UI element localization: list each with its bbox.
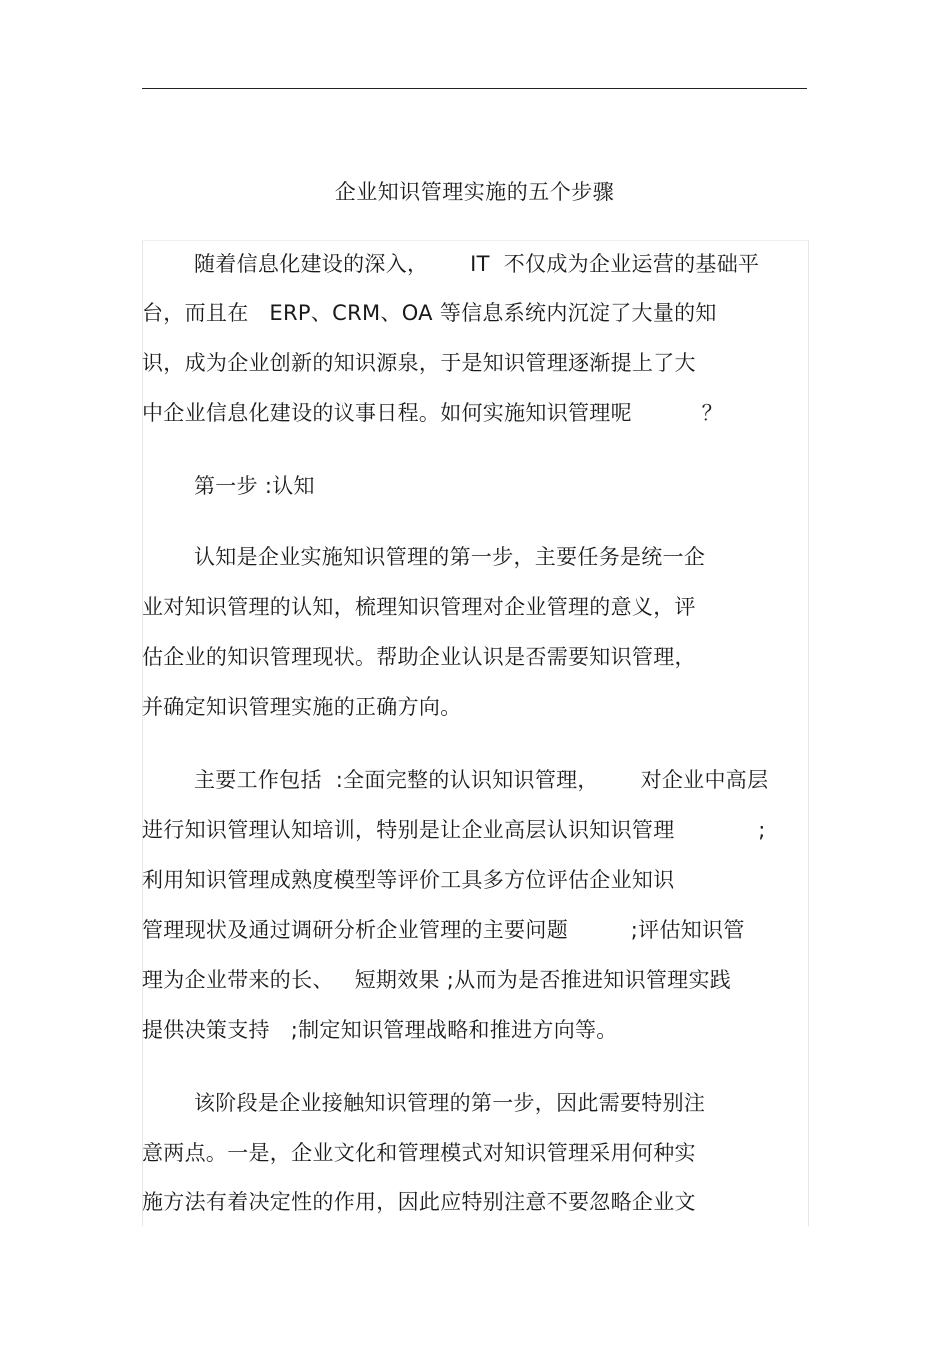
paragraph-line: 管理现状及通过调研分析企业管理的主要问题 ;评估知识管 (142, 918, 745, 942)
section-heading: 第一步 :认知 (194, 474, 315, 498)
content-frame (142, 240, 809, 1226)
paragraph-line: 认知是企业实施知识管理的第一步，主要任务是统一企 (194, 545, 706, 569)
paragraph-line: 识，成为企业创新的知识源泉，于是知识管理逐渐提上了大 (142, 351, 696, 375)
paragraph-line: 该阶段是企业接触知识管理的第一步，因此需要特别注 (194, 1091, 706, 1115)
header-rule (142, 88, 807, 89)
paragraph-line: 提供决策支持 ;制定知识管理战略和推进方向等。 (142, 1018, 618, 1042)
paragraph-line: 意两点。一是，企业文化和管理模式对知识管理采用何种实 (142, 1141, 696, 1165)
paragraph-line: 估企业的知识管理现状。帮助企业认识是否需要知识管理， (142, 645, 696, 669)
page-title: 企业知识管理实施的五个步骤 (334, 180, 615, 204)
paragraph-line: 随着信息化建设的深入， IT 不仅成为企业运营的基础平 (194, 252, 760, 276)
paragraph-line: 理为企业带来的长、 短期效果 ;从而为是否推进知识管理实践 (142, 968, 732, 992)
paragraph-line: 并确定知识管理实施的正确方向。 (142, 695, 462, 719)
paragraph-line: 利用知识管理成熟度模型等评价工具多方位评估企业知识 (142, 868, 675, 892)
paragraph-line: 台，而且在 ERP、CRM、OA 等信息系统内沉淀了大量的知 (142, 301, 717, 325)
paragraph-line: 进行知识管理认知培训，特别是让企业高层认识知识管理 ; (142, 818, 766, 842)
paragraph-line: 施方法有着决定性的作用，因此应特别注意不要忽略企业文 (142, 1190, 696, 1214)
paragraph-line: 主要工作包括 :全面完整的认识知识管理， 对企业中高层 (194, 768, 769, 792)
paragraph-line: 中企业信息化建设的议事日程。如何实施知识管理呢 ？ (142, 401, 723, 425)
paragraph-line: 业对知识管理的认知，梳理知识管理对企业管理的意义，评 (142, 595, 696, 619)
